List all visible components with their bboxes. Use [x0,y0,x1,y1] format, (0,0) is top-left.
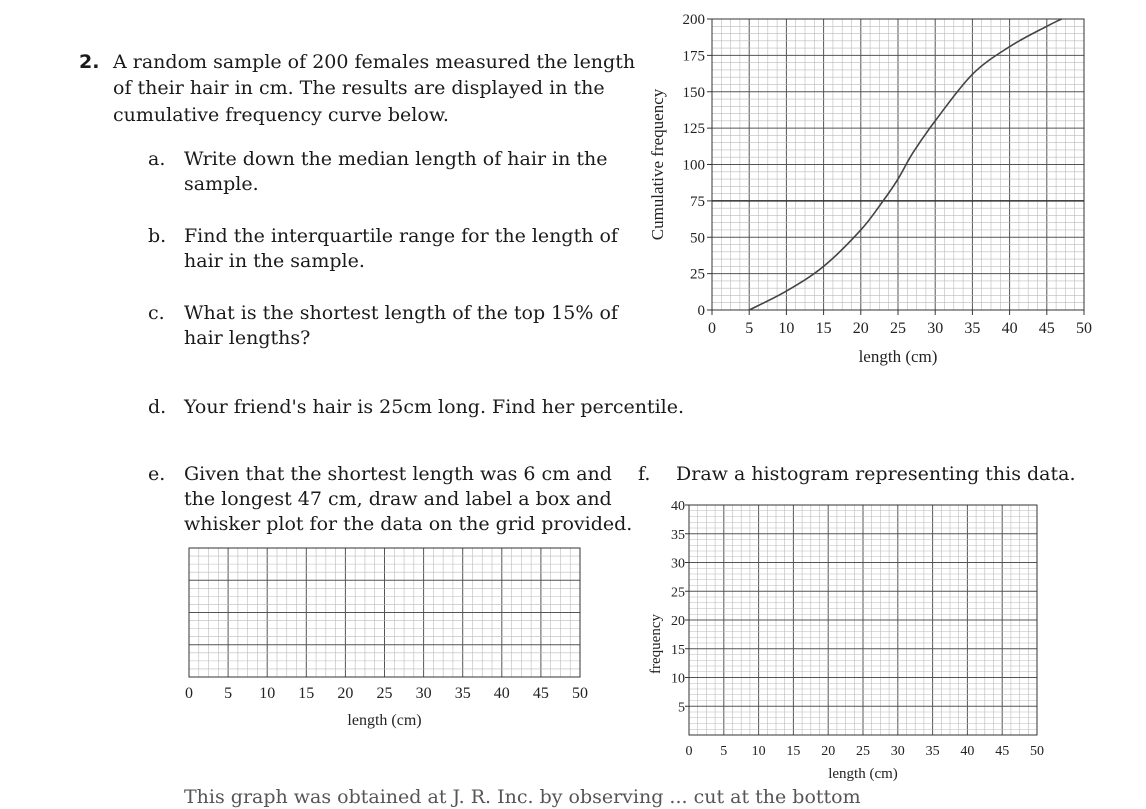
part-b-line-1: Find the interquartile range for the length of [184,225,618,247]
x-tick-label: 10 [778,320,795,337]
y-tick-label: 10 [671,671,685,687]
y-tick-label: 25 [690,266,705,283]
part-e-line-1: Given that the shortest length was 6 cm and [184,463,612,485]
y-tick-label: 30 [671,556,685,572]
part-a-label: a. [148,148,166,170]
x-tick-label: 30 [890,744,905,759]
question-intro-line-1: A random sample of 200 females measured the length [113,51,636,73]
y-tick-label: 5 [678,700,685,716]
question-intro-line-2: of their hair in cm. The results are displayed in the [113,77,605,99]
x-tick-label: 0 [185,685,193,702]
question-number: 2. [79,51,100,73]
y-tick-label: 0 [697,303,705,319]
x-tick-label: 30 [415,685,432,702]
x-tick-label: 20 [852,320,869,337]
x-tick-label: 5 [720,744,728,759]
x-tick-label: 10 [751,744,766,759]
x-tick-label: 5 [745,320,754,337]
y-tick-label: 75 [690,193,705,210]
y-tick-label: 150 [682,84,705,101]
y-tick-label: 175 [682,48,705,65]
part-e-label: e. [148,463,166,485]
y-tick-label: 25 [671,585,685,601]
part-a-line-2: sample. [184,173,259,195]
x-axis-label: length (cm) [858,347,938,366]
part-a-line-1: Write down the median length of hair in the [184,148,608,170]
x-tick-label: 50 [1076,320,1092,337]
x-tick-label: 45 [532,685,549,702]
part-c-label: c. [148,302,165,324]
x-tick-label: 25 [856,744,870,759]
part-c-line-2: hair lengths? [184,327,311,349]
part-d-line-1: Your friend's hair is 25cm long. Find her percentile. [184,396,685,418]
x-tick-label: 15 [815,320,832,337]
question-intro-line-3: cumulative frequency curve below. [113,104,449,126]
part-d-label: d. [148,396,167,418]
part-c-line-1: What is the shortest length of the top 15% of [184,302,618,324]
x-tick-label: 10 [259,685,276,702]
footer-partial-text: This graph was obtained at J. R. Inc. by observing ... cut at the bottom [184,786,861,808]
y-tick-label: 35 [671,527,685,543]
x-tick-label: 35 [454,685,471,702]
y-axis-label: frequency [648,614,664,674]
x-tick-label: 25 [890,320,906,337]
x-tick-label: 50 [1030,744,1044,759]
y-tick-label: 15 [671,642,685,658]
y-axis-label: Cumulative frequency [648,88,667,241]
y-tick-label: 40 [671,499,685,514]
x-tick-label: 50 [572,685,588,702]
part-f-line-1: Draw a histogram representing this data. [676,463,1076,485]
y-tick-label: 100 [682,157,705,174]
x-tick-label: 45 [1038,320,1055,337]
y-tick-label: 20 [671,614,685,629]
part-b-label: b. [148,225,167,247]
x-tick-label: 0 [708,320,716,337]
x-tick-label: 45 [995,744,1010,759]
x-tick-label: 20 [821,744,836,759]
y-tick-label: 200 [682,12,705,28]
x-tick-label: 40 [960,744,975,759]
x-tick-label: 35 [964,320,981,337]
part-f-label: f. [638,463,651,485]
part-e-line-2: the longest 47 cm, draw and label a box and [184,488,612,510]
x-axis-label: length (cm) [828,766,898,782]
x-tick-label: 40 [1001,320,1018,337]
x-tick-label: 40 [493,685,510,702]
x-tick-label: 25 [376,685,393,702]
x-tick-label: 15 [298,685,315,702]
x-tick-label: 20 [337,685,354,702]
x-tick-label: 35 [925,744,940,759]
x-axis-label: length (cm) [347,712,422,729]
y-tick-label: 50 [690,230,705,247]
x-tick-label: 30 [927,320,944,337]
y-tick-label: 125 [682,121,705,138]
x-tick-label: 15 [786,744,801,759]
x-tick-label: 0 [685,744,693,759]
part-b-line-2: hair in the sample. [184,250,365,272]
x-tick-label: 5 [224,685,233,702]
part-e-line-3: whisker plot for the data on the grid provided. [184,513,633,535]
